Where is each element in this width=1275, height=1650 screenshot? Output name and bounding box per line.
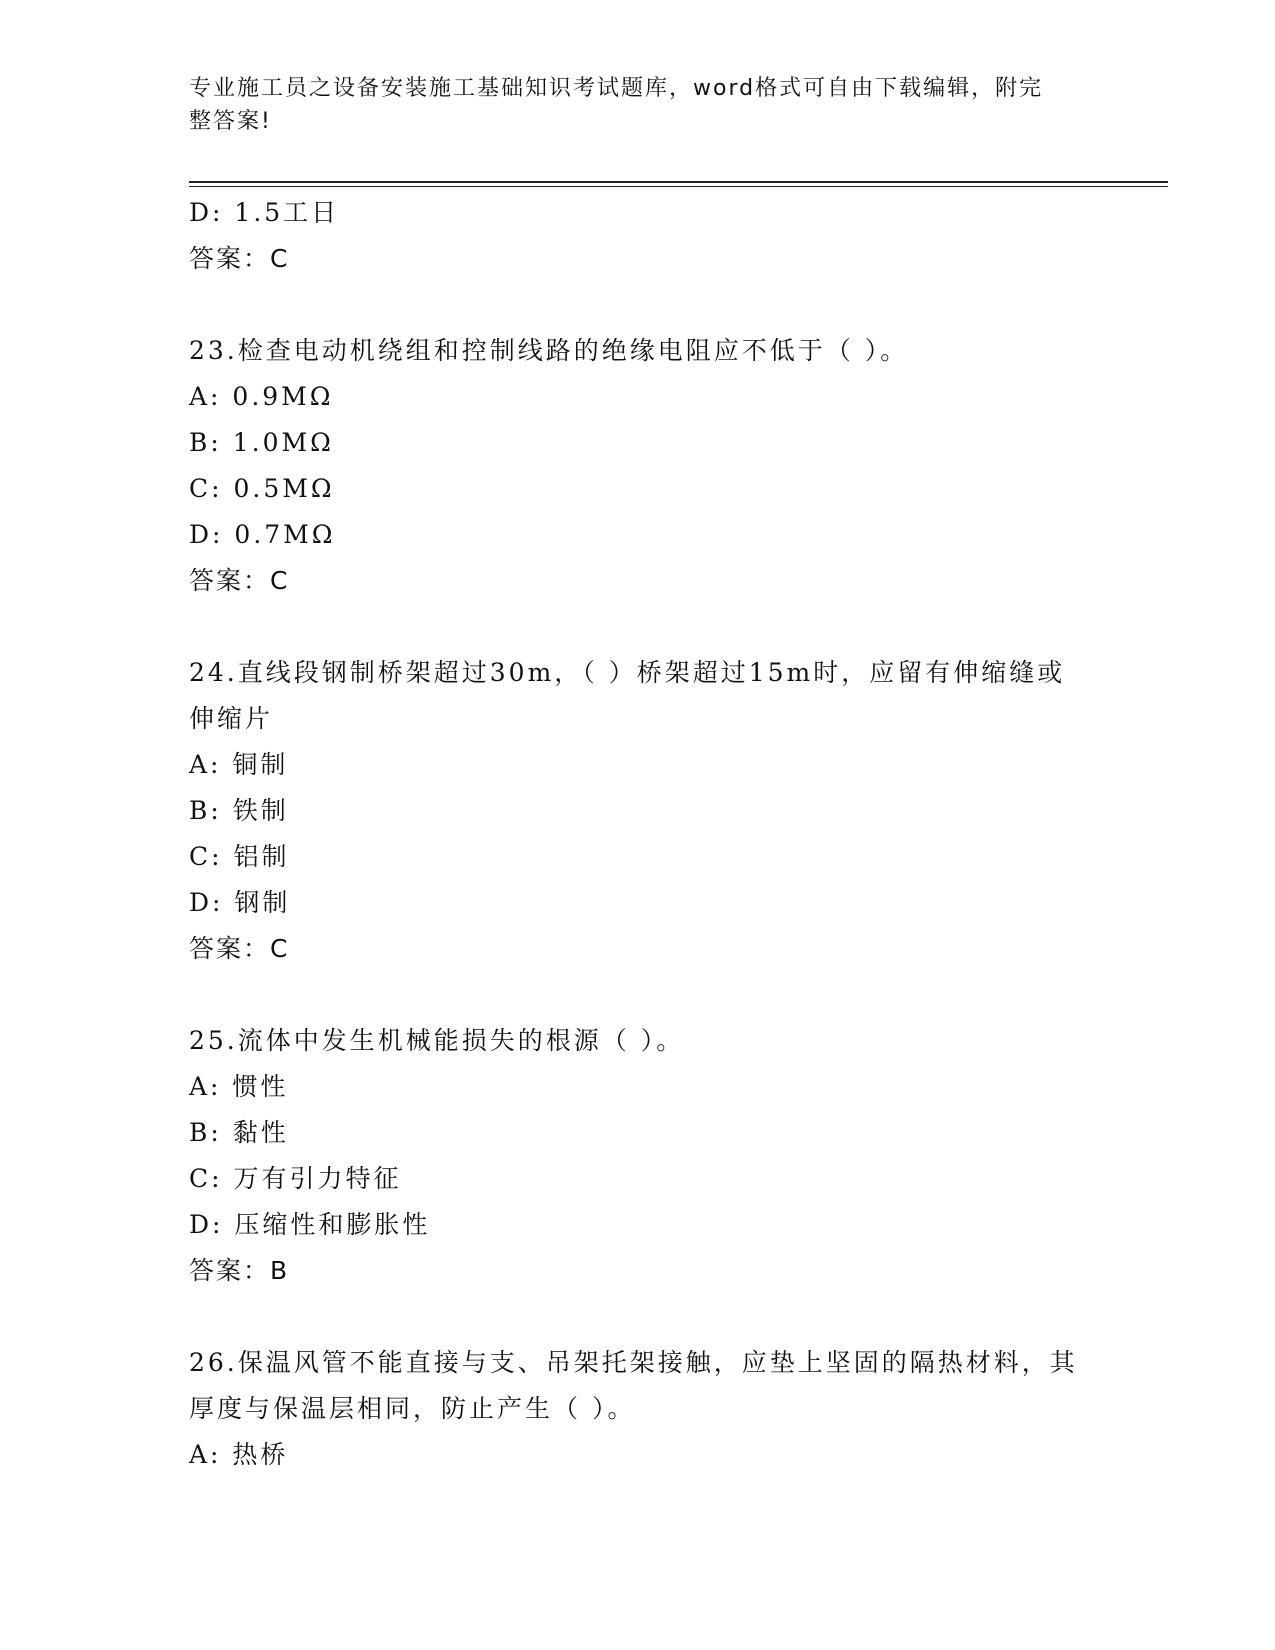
answer: 答案：B bbox=[189, 1256, 290, 1285]
answer: 答案：C bbox=[189, 934, 290, 963]
option-c: C: 铝制 bbox=[189, 842, 290, 871]
question-24 bbox=[189, 650, 1119, 972]
header-divider-thick bbox=[189, 181, 1168, 183]
spacer bbox=[189, 282, 1119, 328]
option-d: D: 0.7MΩ bbox=[189, 520, 336, 549]
option-b: B: 铁制 bbox=[189, 796, 289, 825]
option-d: D: 钢制 bbox=[189, 888, 291, 917]
header-line-1: 专业施工员之设备安装施工基础知识考试题库，word格式可自由下载编辑，附完 bbox=[189, 76, 1044, 101]
option-c: C: 万有引力特征 bbox=[189, 1164, 402, 1193]
spacer bbox=[189, 1294, 1119, 1340]
option-b: B: 1.0MΩ bbox=[189, 428, 334, 457]
question-stem: 25.流体中发生机械能损失的根源（ ）。 bbox=[189, 1026, 685, 1055]
option-a: A: 铜制 bbox=[189, 750, 289, 779]
prev-answer: 答案：C bbox=[189, 244, 290, 273]
answer: 答案：C bbox=[189, 566, 290, 595]
spacer bbox=[189, 604, 1119, 650]
option-a: A: 0.9MΩ bbox=[189, 382, 334, 411]
option-b: B: 黏性 bbox=[189, 1118, 289, 1147]
option-a: A: 热桥 bbox=[189, 1440, 289, 1469]
option-a: A: 惯性 bbox=[189, 1072, 289, 1101]
option-d: D: 压缩性和膨胀性 bbox=[189, 1210, 431, 1239]
question-stem: 26.保温风管不能直接与支、吊架托架接触，应垫上坚固的隔热材料，其厚度与保温层相同，防止产生（ ）。 bbox=[189, 1348, 1078, 1423]
question-stem: 24.直线段钢制桥架超过30m，（ ）桥架超过15m时，应留有伸缩缝或伸缩片 bbox=[189, 658, 1066, 733]
header-line-2: 整答案! bbox=[189, 109, 272, 134]
spacer bbox=[189, 972, 1119, 1018]
question-25 bbox=[189, 1018, 1119, 1294]
question-stem: 23.检查电动机绕组和控制线路的绝缘电阻应不低于（ ）。 bbox=[189, 336, 909, 365]
page-header bbox=[189, 72, 1089, 138]
option-c: C: 0.5MΩ bbox=[189, 474, 335, 503]
question-list bbox=[189, 190, 1119, 1478]
header-divider-thin bbox=[189, 186, 1168, 187]
prev-option-d: D: 1.5工日 bbox=[189, 198, 340, 227]
question-23 bbox=[189, 328, 1119, 604]
question-26 bbox=[189, 1340, 1119, 1478]
